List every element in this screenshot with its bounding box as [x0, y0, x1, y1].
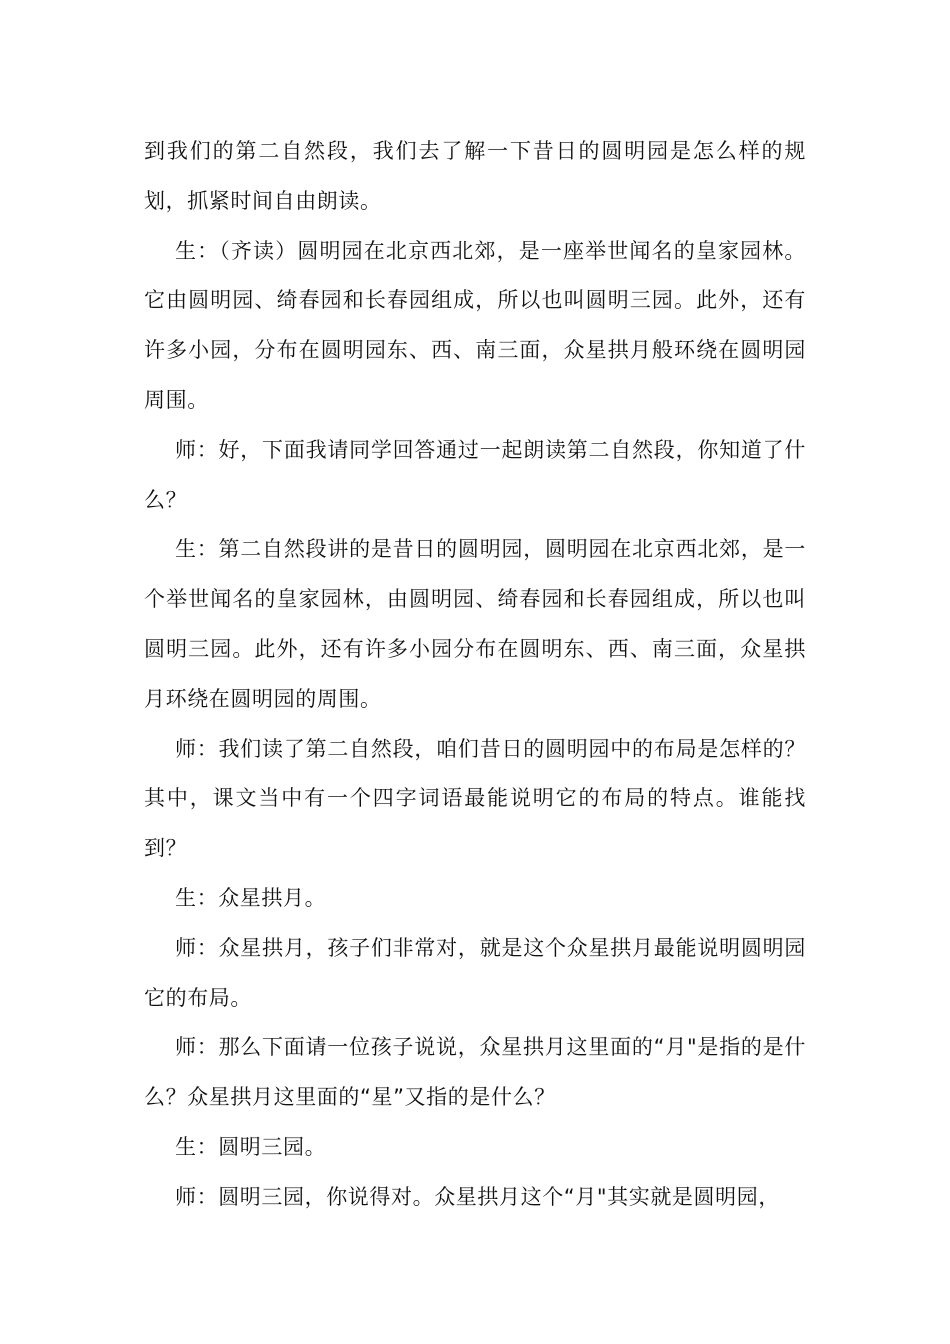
- paragraph-student-reading: 生：（齐读）圆明园在北京西北郊，是一座举世闻名的皇家园林。它由圆明园、绮春园和长春园组成，所以也叫圆明三园。此外，还有许多小园，分布在圆明园东、西、南三面，众星拱月般环绕在圆明园周围。: [144, 238, 806, 412]
- document-body: [144, 127, 806, 1223]
- paragraph-teacher-explanation: 师：圆明三园，你说得对。众星拱月这个“月"其实就是圆明园，: [175, 1184, 780, 1209]
- paragraph-continuation: 到我们的第二自然段，我们去了解一下昔日的圆明园是怎么样的规划，抓紧时间自由朗读。: [144, 139, 806, 213]
- paragraph-teacher-moon-star-question: 师：那么下面请一位孩子说说，众星拱月这里面的“月"是指的是什么？众星拱月这里面的“星”又指的是什么？: [144, 1035, 806, 1110]
- paragraph-teacher-confirm: 师：众星拱月，孩子们非常对，就是这个众星拱月最能说明圆明园它的布局。: [144, 935, 806, 1010]
- paragraph-student-short-answer: 生：众星拱月。: [175, 885, 327, 910]
- paragraph-student-answer: 生：第二自然段讲的是昔日的圆明园，圆明园在北京西北郊，是一个举世闻名的皇家园林，由圆明园、绮春园和长春园组成，所以也叫圆明三园。此外，还有许多小园分布在圆明东、西、南三面，众星拱月环绕在圆明园的周围。: [144, 537, 806, 711]
- paragraph-student-three-gardens: 生：圆明三园。: [175, 1134, 327, 1159]
- paragraph-teacher-layout-question: 师：我们读了第二自然段，咱们昔日的圆明园中的布局是怎样的？其中，课文当中有一个四字词语最能说明它的布局的特点。谁能找到？: [144, 736, 806, 861]
- paragraph-teacher-question: 师：好，下面我请同学回答通过一起朗读第二自然段，你知道了什么？: [144, 437, 806, 512]
